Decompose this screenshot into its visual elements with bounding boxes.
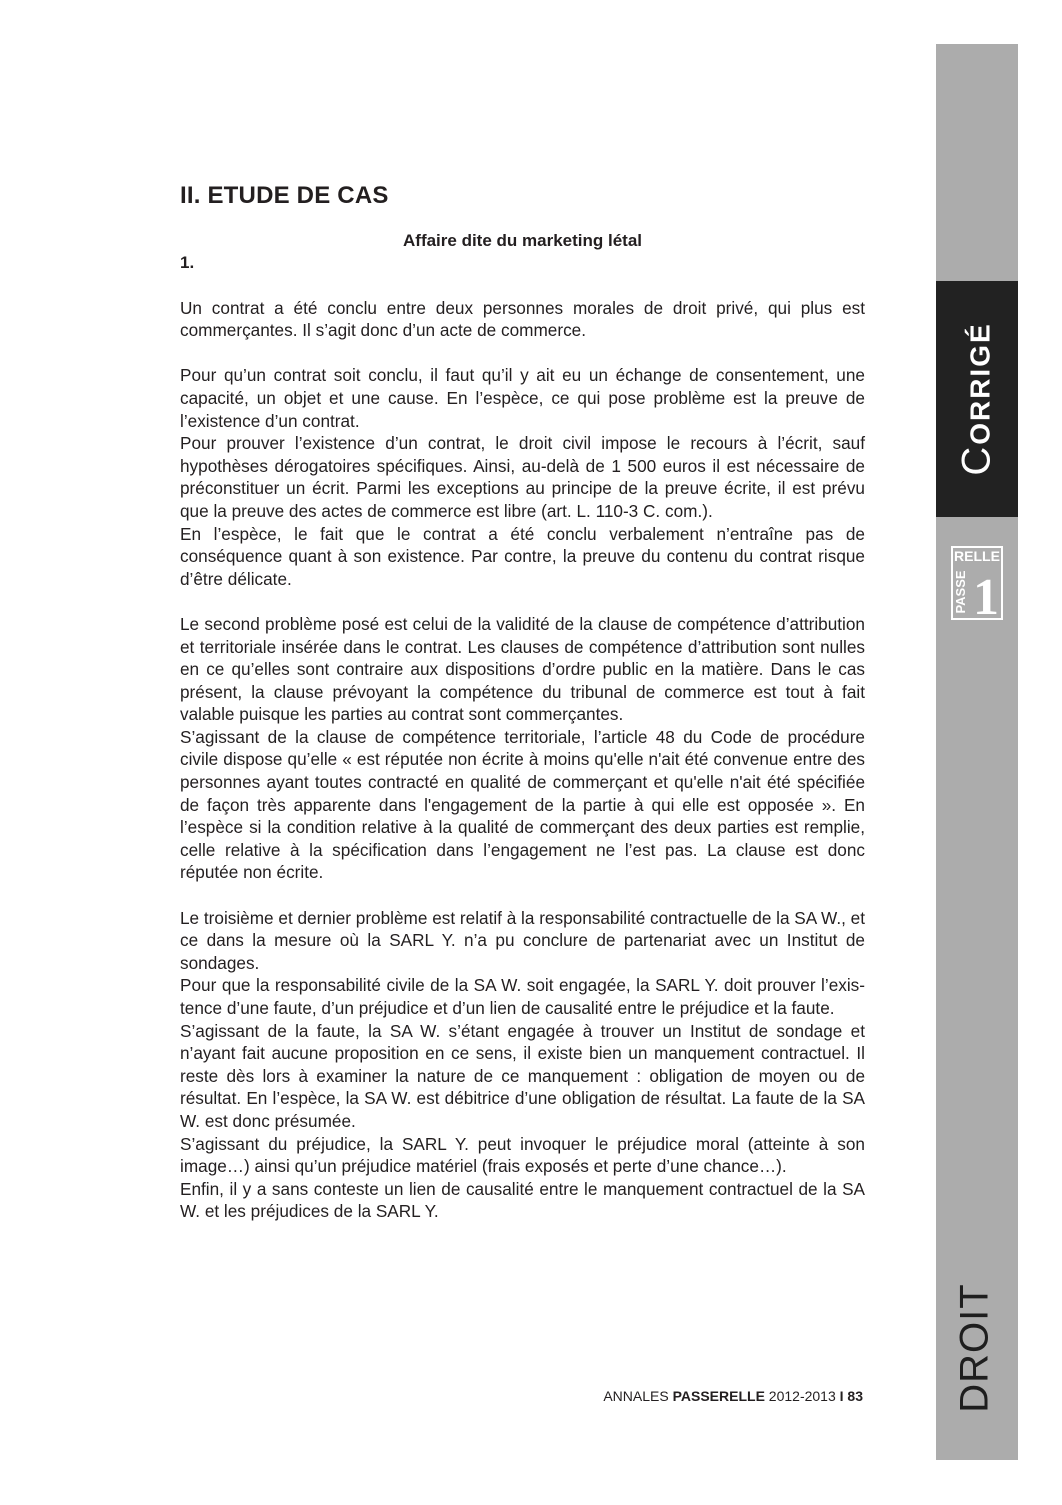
- page-heading: II. ETUDE DE CAS: [180, 182, 389, 209]
- paragraph: S’agissant du préjudice, la SARL Y. peut invoquer le préjudice moral (atteinte à son image…) ainsi qu’un préjudice matériel (frais exposés et perte d’une chance…).: [180, 1133, 865, 1177]
- case-title: Affaire dite du marketing létal: [403, 231, 642, 250]
- paragraph: Enfin, il y a sans conteste un lien de causalité entre le manquement contractuel de la SA W. et les préjudices de la SARL Y.: [180, 1178, 865, 1222]
- paragraph: Pour prouver l’existence d’un contrat, le droit civil impose le recours à l’écrit, sauf hypothèses dérogatoires spécifiques. Ainsi, au-delà de 1 500 euros il est nécessaire de préconstituer un écrit. Parmi les exceptions au principe de la preuve écrite, il est prévu que la preuve des actes de commerce est libre (art. L. 110-3 C. com.).: [180, 433, 865, 521]
- question-number: 1.: [180, 253, 195, 272]
- footer-separator: I: [839, 1388, 844, 1404]
- section-label: [955, 322, 1000, 475]
- paragraph: S’agissant de la clause de compétence territoriale, l’article 48 du Code de procédure civile dispose qu’elle « est réputée non écrite à moins qu'elle n'ait été convenue entre des personnes ayant toutes contracté en qualité de commerçant et qu'elle n'ait été spécifiée de façon très apparente dans l'engagement de la partie à qui elle est opposée ». En l’espèce si la condition relative à la qualité de commerçant des deux parties est remplie, celle relative à la spécification dans l’engagement ne l’est pas. La clause est donc réputée non écrite.: [180, 726, 865, 883]
- paragraph: Pour qu’un contrat soit conclu, il faut qu’il y ait eu un échange de consentement, une capacité, un objet et une cause. En l’espèce, ce qui pose problème est la preuve de l’existence d’un contrat.: [180, 365, 865, 431]
- subject-label: DROIT: [952, 1283, 997, 1413]
- logo-side-text: PASSE: [953, 570, 968, 614]
- section-label-rest: ORRIGÉ: [964, 322, 996, 445]
- paragraph: Le second problème posé est celui de la validité de la clause de compétence d’attribution et territoriale insérée dans le contrat. Les clauses de compétence d’attribution sont nulles en ce qu’elles sont contraire aux dispositions d’ordre public en la matière. Dans le cas présent, la clause prévoyant la compétence du tribunal de commerce est tout à fait valable puisque les parties au contrat sont commerçantes.: [180, 613, 865, 725]
- main-content: [180, 178, 865, 1223]
- section-label-initial: C: [954, 444, 999, 476]
- paragraph: S’agissant de la faute, la SA W. s’étant engagée à trouver un Institut de sondage et n’ayant fait aucune proposition en ce sens, il existe bien un manquement contractuel. Il reste dès lors à examiner la nature de ce manquement : obligation de moyen ou de résultat. En l’espèce, la SA W. est débitrice d’une obligation de résultat. La faute de la SA W. est donc présumée.: [180, 1020, 865, 1131]
- footer-brand: PASSERELLE: [672, 1388, 765, 1404]
- sidebar-band: [936, 44, 1018, 1460]
- paragraph: Pour que la responsabilité civile de la SA W. soit engagée, la SARL Y. doit prouver l’existence d’une faute, d’un préjudice et d’un lien de causalité entre le préjudice et la faute.: [180, 975, 865, 1018]
- paragraph: En l’espèce, le fait que le contrat a été conclu verbalement n’entraîne pas de conséquence quant à son existence. Par contre, la preuve du contenu du contrat risque d’être délicate.: [180, 523, 865, 589]
- page-footer: [470, 1388, 863, 1404]
- paragraph: Le troisième et dernier problème est relatif à la responsabilité contractuelle de la SA W., et ce dans la mesure où la SARL Y. n’a pu conclure de partenariat avec un Institut de sondages.: [180, 907, 865, 973]
- logo-number: 1: [973, 569, 999, 620]
- page-number: 83: [847, 1388, 863, 1404]
- footer-annales: ANNALES: [603, 1388, 669, 1404]
- paragraph: Un contrat a été conclu entre deux personnes morales de droit privé, qui plus est commerçantes. Il s’agit donc d’un acte de commerce.: [180, 297, 865, 341]
- footer-years: 2012-2013: [768, 1388, 836, 1404]
- passerelle-1-logo: [951, 546, 1003, 620]
- logo-top-text: RELLE: [954, 548, 1000, 564]
